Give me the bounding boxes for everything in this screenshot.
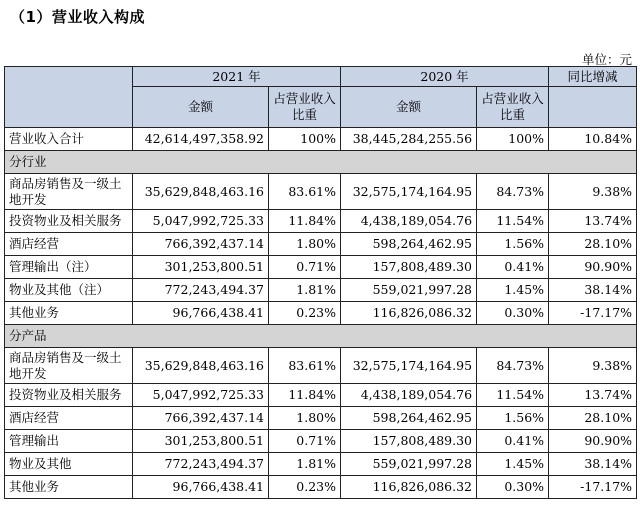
amount-2021: 772,243,494.37 [133, 453, 269, 476]
table-row [5, 233, 637, 256]
share-2020: 0.41% [477, 430, 549, 453]
share-2020: 100% [477, 128, 549, 151]
share-2020: 0.30% [477, 302, 549, 325]
amount-2021: 772,243,494.37 [133, 279, 269, 302]
share-2021: 100% [269, 128, 341, 151]
amount-2020: 116,826,086.32 [341, 302, 477, 325]
yoy-change: 10.84% [549, 128, 637, 151]
share-2020: 0.30% [477, 476, 549, 499]
table-row [5, 174, 637, 210]
amount-2020: 559,021,997.28 [341, 279, 477, 302]
amount-2021: 35,629,848,463.16 [133, 348, 269, 384]
header-amount-2020: 金额 [341, 87, 477, 128]
table-row [5, 302, 637, 325]
table-row [5, 210, 637, 233]
share-2020: 1.56% [477, 407, 549, 430]
yoy-change: 90.90% [549, 256, 637, 279]
share-2021: 83.61% [269, 348, 341, 384]
yoy-change: 38.14% [549, 279, 637, 302]
header-yoy-blank [549, 87, 637, 128]
amount-2020: 598,264,462.95 [341, 233, 477, 256]
amount-2021: 5,047,992,725.33 [133, 210, 269, 233]
share-2021: 1.80% [269, 407, 341, 430]
amount-2021: 35,629,848,463.16 [133, 174, 269, 210]
row-label: 投资物业及相关服务 [5, 210, 133, 233]
amount-2021: 301,253,800.51 [133, 256, 269, 279]
share-2021: 1.81% [269, 453, 341, 476]
row-label: 酒店经营 [5, 407, 133, 430]
segment-row-industry [5, 151, 637, 174]
yoy-change: 13.74% [549, 384, 637, 407]
header-share-2020: 占营业收入比重 [477, 87, 549, 128]
share-2021: 0.71% [269, 256, 341, 279]
header-year-2021: 2021 年 [133, 67, 341, 87]
row-label: 营业收入合计 [5, 128, 133, 151]
amount-2020: 32,575,174,164.95 [341, 174, 477, 210]
amount-2021: 42,614,497,358.92 [133, 128, 269, 151]
share-2021: 0.23% [269, 476, 341, 499]
amount-2020: 598,264,462.95 [341, 407, 477, 430]
table-row [5, 279, 637, 302]
product-rows [5, 348, 637, 499]
unit-label: 单位：元 [581, 52, 632, 67]
header-share-2021: 占营业收入比重 [269, 87, 341, 128]
row-label: 商品房销售及一级土地开发 [5, 174, 133, 210]
table-row [5, 476, 637, 499]
share-2021: 11.84% [269, 384, 341, 407]
amount-2020: 38,445,284,255.56 [341, 128, 477, 151]
yoy-change: 28.10% [549, 407, 637, 430]
section-title: （1）营业收入构成 [10, 8, 145, 26]
table-row [5, 384, 637, 407]
share-2021: 0.71% [269, 430, 341, 453]
amount-2021: 5,047,992,725.33 [133, 384, 269, 407]
share-2020: 11.54% [477, 210, 549, 233]
share-2020: 1.56% [477, 233, 549, 256]
header-amount-2021: 金额 [133, 87, 269, 128]
row-label: 其他业务 [5, 302, 133, 325]
yoy-change: 90.90% [549, 430, 637, 453]
share-2020: 1.45% [477, 453, 549, 476]
revenue-composition-table [4, 66, 637, 499]
header-blank [5, 67, 133, 128]
table-row [5, 453, 637, 476]
share-2021: 83.61% [269, 174, 341, 210]
table-row [5, 407, 637, 430]
amount-2021: 301,253,800.51 [133, 430, 269, 453]
share-2020: 84.73% [477, 348, 549, 384]
row-label: 商品房销售及一级土地开发 [5, 348, 133, 384]
row-label: 管理输出 [5, 430, 133, 453]
amount-2021: 96,766,438.41 [133, 302, 269, 325]
amount-2021: 766,392,437.14 [133, 233, 269, 256]
segment-row-product [5, 325, 637, 348]
yoy-change: 28.10% [549, 233, 637, 256]
amount-2020: 4,438,189,054.76 [341, 210, 477, 233]
row-label: 酒店经营 [5, 233, 133, 256]
share-2020: 0.41% [477, 256, 549, 279]
amount-2021: 766,392,437.14 [133, 407, 269, 430]
industry-rows [5, 174, 637, 325]
share-2021: 11.84% [269, 210, 341, 233]
yoy-change: 9.38% [549, 174, 637, 210]
share-2021: 1.81% [269, 279, 341, 302]
table-row [5, 348, 637, 384]
yoy-change: 38.14% [549, 453, 637, 476]
share-2021: 0.23% [269, 302, 341, 325]
row-label: 其他业务 [5, 476, 133, 499]
row-label: 管理输出（注） [5, 256, 133, 279]
share-2020: 1.45% [477, 279, 549, 302]
header-yoy: 同比增减 [549, 67, 637, 87]
row-label: 投资物业及相关服务 [5, 384, 133, 407]
amount-2021: 96,766,438.41 [133, 476, 269, 499]
yoy-change: -17.17% [549, 302, 637, 325]
yoy-change: -17.17% [549, 476, 637, 499]
share-2020: 11.54% [477, 384, 549, 407]
amount-2020: 116,826,086.32 [341, 476, 477, 499]
amount-2020: 157,808,489.30 [341, 256, 477, 279]
yoy-change: 9.38% [549, 348, 637, 384]
share-2021: 1.80% [269, 233, 341, 256]
table-row [5, 256, 637, 279]
amount-2020: 157,808,489.30 [341, 430, 477, 453]
amount-2020: 559,021,997.28 [341, 453, 477, 476]
row-label: 物业及其他 [5, 453, 133, 476]
segment-label: 分产品 [5, 325, 637, 348]
amount-2020: 32,575,174,164.95 [341, 348, 477, 384]
share-2020: 84.73% [477, 174, 549, 210]
row-label: 物业及其他（注） [5, 279, 133, 302]
header-year-2020: 2020 年 [341, 67, 549, 87]
yoy-change: 13.74% [549, 210, 637, 233]
table-row [5, 430, 637, 453]
total-row [5, 128, 637, 151]
amount-2020: 4,438,189,054.76 [341, 384, 477, 407]
segment-label: 分行业 [5, 151, 637, 174]
